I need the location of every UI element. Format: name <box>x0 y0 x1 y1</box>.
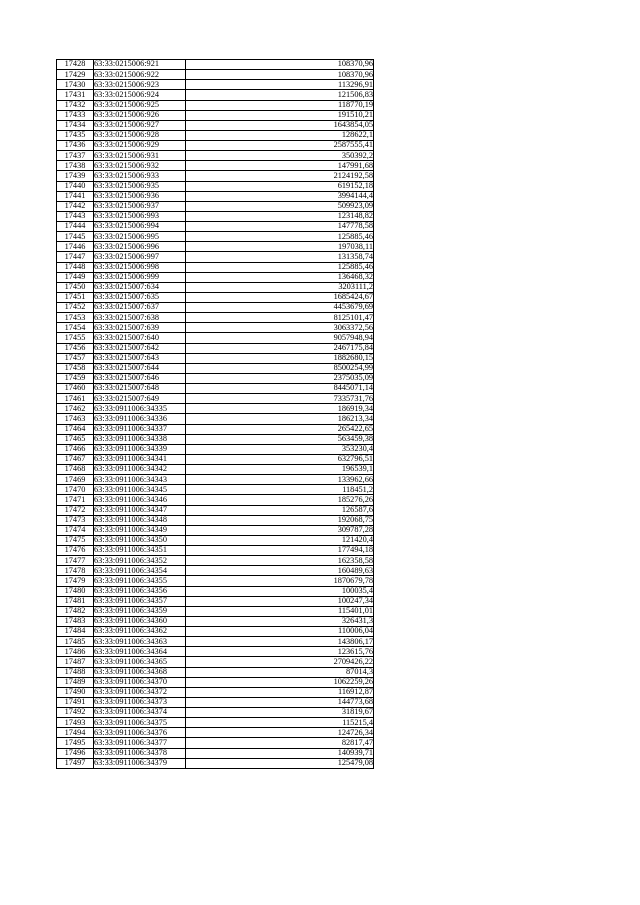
table-row <box>57 171 374 181</box>
cadastral-value: 121420,4 <box>186 535 374 545</box>
table-row <box>57 80 374 90</box>
row-number: 17474 <box>57 525 94 535</box>
cadastral-value: 147991,68 <box>186 161 374 171</box>
cadastral-number: 63:33:0911006:34360 <box>94 616 186 626</box>
table-row <box>57 546 374 556</box>
table-row <box>57 576 374 586</box>
row-number: 17496 <box>57 748 94 758</box>
cadastral-value: 2587555,41 <box>186 141 374 151</box>
cadastral-number: 63:33:0215006:932 <box>94 161 186 171</box>
table-row <box>57 475 374 485</box>
row-number: 17452 <box>57 303 94 313</box>
table-row <box>57 515 374 525</box>
row-number: 17487 <box>57 657 94 667</box>
cadastral-value: 115401,01 <box>186 606 374 616</box>
cadastral-value: 8445071,14 <box>186 384 374 394</box>
cadastral-number: 63:33:0215006:924 <box>94 90 186 100</box>
table-row <box>57 556 374 566</box>
table-row <box>57 292 374 302</box>
row-number: 17439 <box>57 171 94 181</box>
table-row <box>57 333 374 343</box>
table-row <box>57 353 374 363</box>
cadastral-number: 63:33:0215006:997 <box>94 252 186 262</box>
cadastral-number: 63:33:0911006:34355 <box>94 576 186 586</box>
table-row <box>57 141 374 151</box>
row-number: 17449 <box>57 272 94 282</box>
table-row <box>57 505 374 515</box>
table-row <box>57 242 374 252</box>
cadastral-number: 63:33:0911006:34378 <box>94 748 186 758</box>
cadastral-number: 63:33:0911006:34362 <box>94 627 186 637</box>
cadastral-number: 63:33:0215006:931 <box>94 151 186 161</box>
cadastral-value: 619152,18 <box>186 181 374 191</box>
cadastral-value: 2467175,84 <box>186 343 374 353</box>
row-number: 17450 <box>57 282 94 292</box>
row-number: 17476 <box>57 546 94 556</box>
cadastral-value: 125479,08 <box>186 758 374 768</box>
cadastral-value: 265422,65 <box>186 424 374 434</box>
cadastral-value: 126587,6 <box>186 505 374 515</box>
cadastral-value: 186213,34 <box>186 414 374 424</box>
row-number: 17488 <box>57 667 94 677</box>
cadastral-number: 63:33:0911006:34345 <box>94 485 186 495</box>
cadastral-value: 177494,18 <box>186 546 374 556</box>
row-number: 17445 <box>57 232 94 242</box>
cadastral-number: 63:33:0215007:649 <box>94 394 186 404</box>
cadastral-number: 63:33:0911006:34339 <box>94 444 186 454</box>
cadastral-value: 124726,34 <box>186 728 374 738</box>
row-number: 17479 <box>57 576 94 586</box>
row-number: 17454 <box>57 323 94 333</box>
row-number: 17489 <box>57 677 94 687</box>
table-row <box>57 697 374 707</box>
cadastral-number: 63:33:0215006:929 <box>94 141 186 151</box>
cadastral-value: 350392,2 <box>186 151 374 161</box>
table-row <box>57 232 374 242</box>
cadastral-value: 192068,75 <box>186 515 374 525</box>
cadastral-value: 125885,46 <box>186 232 374 242</box>
row-number: 17442 <box>57 201 94 211</box>
cadastral-number: 63:33:0911006:34346 <box>94 495 186 505</box>
cadastral-number: 63:33:0911006:34354 <box>94 566 186 576</box>
cadastral-value: 9057948,94 <box>186 333 374 343</box>
table-row <box>57 201 374 211</box>
cadastral-number: 63:33:0911006:34370 <box>94 677 186 687</box>
row-number: 17459 <box>57 373 94 383</box>
row-number: 17471 <box>57 495 94 505</box>
cadastral-number: 63:33:0215007:640 <box>94 333 186 343</box>
cadastral-number: 63:33:0215006:936 <box>94 191 186 201</box>
row-number: 17447 <box>57 252 94 262</box>
table-row <box>57 738 374 748</box>
row-number: 17494 <box>57 728 94 738</box>
cadastral-value: 140939,71 <box>186 748 374 758</box>
row-number: 17437 <box>57 151 94 161</box>
table-row <box>57 465 374 475</box>
cadastral-number: 63:33:0911006:34375 <box>94 718 186 728</box>
row-number: 17472 <box>57 505 94 515</box>
row-number: 17428 <box>57 60 94 70</box>
cadastral-number: 63:33:0215006:937 <box>94 201 186 211</box>
cadastral-number: 63:33:0215006:994 <box>94 222 186 232</box>
row-number: 17441 <box>57 191 94 201</box>
cadastral-number: 63:33:0911006:34376 <box>94 728 186 738</box>
cadastral-number: 63:33:0911006:34350 <box>94 535 186 545</box>
table-row <box>57 303 374 313</box>
row-number: 17456 <box>57 343 94 353</box>
cadastral-number: 63:33:0911006:34343 <box>94 475 186 485</box>
cadastral-value: 115215,4 <box>186 718 374 728</box>
table-row <box>57 414 374 424</box>
row-number: 17462 <box>57 404 94 414</box>
row-number: 17483 <box>57 616 94 626</box>
cadastral-number: 63:33:0215006:996 <box>94 242 186 252</box>
cadastral-value: 110006,04 <box>186 627 374 637</box>
table-row <box>57 434 374 444</box>
row-number: 17491 <box>57 697 94 707</box>
row-number: 17433 <box>57 110 94 120</box>
table-row <box>57 627 374 637</box>
table-row <box>57 100 374 110</box>
row-number: 17451 <box>57 292 94 302</box>
cadastral-number: 63:33:0911006:34379 <box>94 758 186 768</box>
row-number: 17438 <box>57 161 94 171</box>
table-row <box>57 708 374 718</box>
row-number: 17440 <box>57 181 94 191</box>
table-row <box>57 637 374 647</box>
table-row <box>57 485 374 495</box>
cadastral-value: 144773,68 <box>186 697 374 707</box>
row-number: 17497 <box>57 758 94 768</box>
cadastral-value: 326431,3 <box>186 616 374 626</box>
table-row <box>57 535 374 545</box>
row-number: 17453 <box>57 313 94 323</box>
cadastral-value: 8500254,99 <box>186 363 374 373</box>
cadastral-value: 1882680,15 <box>186 353 374 363</box>
table-row <box>57 728 374 738</box>
cadastral-number: 63:33:0911006:34351 <box>94 546 186 556</box>
row-number: 17429 <box>57 70 94 80</box>
table-body <box>57 60 374 769</box>
cadastral-number: 63:33:0911006:34338 <box>94 434 186 444</box>
table-row <box>57 60 374 70</box>
row-number: 17492 <box>57 708 94 718</box>
cadastral-value: 7335731,76 <box>186 394 374 404</box>
cadastral-value: 2709426,22 <box>186 657 374 667</box>
row-number: 17464 <box>57 424 94 434</box>
row-number: 17443 <box>57 211 94 221</box>
table-row <box>57 222 374 232</box>
cadastral-number: 63:33:0215006:926 <box>94 110 186 120</box>
cadastral-number: 63:33:0215007:644 <box>94 363 186 373</box>
cadastral-value: 197038,11 <box>186 242 374 252</box>
table-row <box>57 748 374 758</box>
row-number: 17460 <box>57 384 94 394</box>
row-number: 17435 <box>57 130 94 140</box>
row-number: 17446 <box>57 242 94 252</box>
row-number: 17480 <box>57 586 94 596</box>
row-number: 17432 <box>57 100 94 110</box>
cadastral-value: 131358,74 <box>186 252 374 262</box>
cadastral-number: 63:33:0911006:34337 <box>94 424 186 434</box>
cadastral-number: 63:33:0215006:998 <box>94 262 186 272</box>
table-row <box>57 343 374 353</box>
cadastral-value: 160489,63 <box>186 566 374 576</box>
cadastral-value: 3203111,2 <box>186 282 374 292</box>
cadastral-number: 63:33:0911006:34363 <box>94 637 186 647</box>
cadastral-value: 1062259,26 <box>186 677 374 687</box>
table-row <box>57 70 374 80</box>
row-number: 17477 <box>57 556 94 566</box>
cadastral-value: 121506,83 <box>186 90 374 100</box>
table-row <box>57 282 374 292</box>
table-row <box>57 677 374 687</box>
cadastral-number: 63:33:0215007:634 <box>94 282 186 292</box>
cadastral-value: 100035,4 <box>186 586 374 596</box>
cadastral-number: 63:33:0215007:643 <box>94 353 186 363</box>
table-row <box>57 454 374 464</box>
row-number: 17485 <box>57 637 94 647</box>
cadastral-number: 63:33:0911006:34341 <box>94 454 186 464</box>
cadastral-number: 63:33:0911006:34368 <box>94 667 186 677</box>
table-row <box>57 657 374 667</box>
cadastral-number: 63:33:0215006:995 <box>94 232 186 242</box>
cadastral-value: 8125101,47 <box>186 313 374 323</box>
cadastral-value: 87014,3 <box>186 667 374 677</box>
cadastral-number: 63:33:0215006:935 <box>94 181 186 191</box>
cadastral-number: 63:33:0215007:648 <box>94 384 186 394</box>
cadastral-number: 63:33:0911006:34347 <box>94 505 186 515</box>
table-row <box>57 181 374 191</box>
cadastral-value: 309787,28 <box>186 525 374 535</box>
table-row <box>57 151 374 161</box>
table-row <box>57 606 374 616</box>
table-row <box>57 647 374 657</box>
cadastral-value: 1870679,78 <box>186 576 374 586</box>
table-row <box>57 384 374 394</box>
cadastral-number: 63:33:0215006:925 <box>94 100 186 110</box>
row-number: 17461 <box>57 394 94 404</box>
row-number: 17463 <box>57 414 94 424</box>
cadastral-value: 353230,4 <box>186 444 374 454</box>
row-number: 17469 <box>57 475 94 485</box>
cadastral-value: 108370,96 <box>186 60 374 70</box>
row-number: 17473 <box>57 515 94 525</box>
cadastral-number: 63:33:0215007:635 <box>94 292 186 302</box>
table-row <box>57 90 374 100</box>
table-row <box>57 211 374 221</box>
table-row <box>57 424 374 434</box>
cadastral-value: 563459,38 <box>186 434 374 444</box>
cadastral-value: 185276,26 <box>186 495 374 505</box>
cadastral-value: 123148,82 <box>186 211 374 221</box>
table-row <box>57 444 374 454</box>
row-number: 17444 <box>57 222 94 232</box>
cadastral-value: 632796,51 <box>186 454 374 464</box>
table-row <box>57 323 374 333</box>
row-number: 17457 <box>57 353 94 363</box>
cadastral-number: 63:33:0911006:34356 <box>94 586 186 596</box>
table-row <box>57 130 374 140</box>
cadastral-number: 63:33:0911006:34365 <box>94 657 186 667</box>
row-number: 17467 <box>57 454 94 464</box>
row-number: 17481 <box>57 596 94 606</box>
row-number: 17448 <box>57 262 94 272</box>
cadastral-value: 116912,87 <box>186 687 374 697</box>
row-number: 17475 <box>57 535 94 545</box>
cadastral-value: 3994144,4 <box>186 191 374 201</box>
cadastral-value: 2124192,58 <box>186 171 374 181</box>
table-row <box>57 262 374 272</box>
row-number: 17430 <box>57 80 94 90</box>
table-row <box>57 525 374 535</box>
table-row <box>57 110 374 120</box>
table-row <box>57 718 374 728</box>
table-row <box>57 161 374 171</box>
cadastral-value-table <box>56 59 374 769</box>
cadastral-value: 1643854,05 <box>186 120 374 130</box>
cadastral-number: 63:33:0215007:637 <box>94 303 186 313</box>
table-row <box>57 313 374 323</box>
cadastral-number: 63:33:0911006:34348 <box>94 515 186 525</box>
cadastral-number: 63:33:0911006:34336 <box>94 414 186 424</box>
cadastral-value: 31819,67 <box>186 708 374 718</box>
cadastral-number: 63:33:0911006:34352 <box>94 556 186 566</box>
cadastral-number: 63:33:0215006:928 <box>94 130 186 140</box>
cadastral-value: 108370,96 <box>186 70 374 80</box>
row-number: 17493 <box>57 718 94 728</box>
row-number: 17465 <box>57 434 94 444</box>
cadastral-value: 123615,76 <box>186 647 374 657</box>
cadastral-value: 2375035,09 <box>186 373 374 383</box>
cadastral-value: 82817,47 <box>186 738 374 748</box>
row-number: 17470 <box>57 485 94 495</box>
cadastral-number: 63:33:0911006:34364 <box>94 647 186 657</box>
table-row <box>57 596 374 606</box>
cadastral-number: 63:33:0911006:34335 <box>94 404 186 414</box>
table-row <box>57 758 374 768</box>
cadastral-value: 162358,58 <box>186 556 374 566</box>
cadastral-number: 63:33:0215007:642 <box>94 343 186 353</box>
cadastral-number: 63:33:0911006:34374 <box>94 708 186 718</box>
cadastral-number: 63:33:0911006:34373 <box>94 697 186 707</box>
row-number: 17486 <box>57 647 94 657</box>
cadastral-value: 196539,1 <box>186 465 374 475</box>
cadastral-value: 1685424,67 <box>186 292 374 302</box>
row-number: 17482 <box>57 606 94 616</box>
row-number: 17455 <box>57 333 94 343</box>
table-row <box>57 191 374 201</box>
cadastral-value: 509923,09 <box>186 201 374 211</box>
table-row <box>57 394 374 404</box>
row-number: 17431 <box>57 90 94 100</box>
table-row <box>57 687 374 697</box>
row-number: 17458 <box>57 363 94 373</box>
cadastral-number: 63:33:0215006:927 <box>94 120 186 130</box>
table-row <box>57 667 374 677</box>
cadastral-number: 63:33:0911006:34357 <box>94 596 186 606</box>
table-row <box>57 586 374 596</box>
row-number: 17478 <box>57 566 94 576</box>
cadastral-value: 3063372,56 <box>186 323 374 333</box>
cadastral-number: 63:33:0215007:646 <box>94 373 186 383</box>
table-row <box>57 363 374 373</box>
table-row <box>57 252 374 262</box>
cadastral-value: 125885,46 <box>186 262 374 272</box>
cadastral-number: 63:33:0215007:638 <box>94 313 186 323</box>
table-row <box>57 120 374 130</box>
cadastral-value: 136468,32 <box>186 272 374 282</box>
cadastral-number: 63:33:0215006:999 <box>94 272 186 282</box>
cadastral-value: 4453679,69 <box>186 303 374 313</box>
cadastral-number: 63:33:0215006:993 <box>94 211 186 221</box>
cadastral-value: 143806,17 <box>186 637 374 647</box>
cadastral-number: 63:33:0911006:34359 <box>94 606 186 616</box>
cadastral-number: 63:33:0911006:34349 <box>94 525 186 535</box>
cadastral-value: 118451,2 <box>186 485 374 495</box>
cadastral-number: 63:33:0215007:639 <box>94 323 186 333</box>
cadastral-value: 100247,34 <box>186 596 374 606</box>
row-number: 17468 <box>57 465 94 475</box>
cadastral-number: 63:33:0215006:923 <box>94 80 186 90</box>
table-row <box>57 616 374 626</box>
cadastral-value: 147778,58 <box>186 222 374 232</box>
cadastral-number: 63:33:0215006:933 <box>94 171 186 181</box>
row-number: 17466 <box>57 444 94 454</box>
row-number: 17434 <box>57 120 94 130</box>
cadastral-value: 118770,19 <box>186 100 374 110</box>
table-row <box>57 272 374 282</box>
row-number: 17436 <box>57 141 94 151</box>
table-row <box>57 373 374 383</box>
cadastral-number: 63:33:0911006:34342 <box>94 465 186 475</box>
row-number: 17484 <box>57 627 94 637</box>
cadastral-value: 186919,34 <box>186 404 374 414</box>
table-row <box>57 404 374 414</box>
cadastral-number: 63:33:0215006:921 <box>94 60 186 70</box>
cadastral-value: 133962,66 <box>186 475 374 485</box>
cadastral-number: 63:33:0911006:34377 <box>94 738 186 748</box>
table-row <box>57 495 374 505</box>
row-number: 17495 <box>57 738 94 748</box>
cadastral-value: 113296,91 <box>186 80 374 90</box>
table-row <box>57 566 374 576</box>
cadastral-number: 63:33:0911006:34372 <box>94 687 186 697</box>
row-number: 17490 <box>57 687 94 697</box>
cadastral-number: 63:33:0215006:922 <box>94 70 186 80</box>
cadastral-value: 128622,1 <box>186 130 374 140</box>
cadastral-value: 191510,21 <box>186 110 374 120</box>
